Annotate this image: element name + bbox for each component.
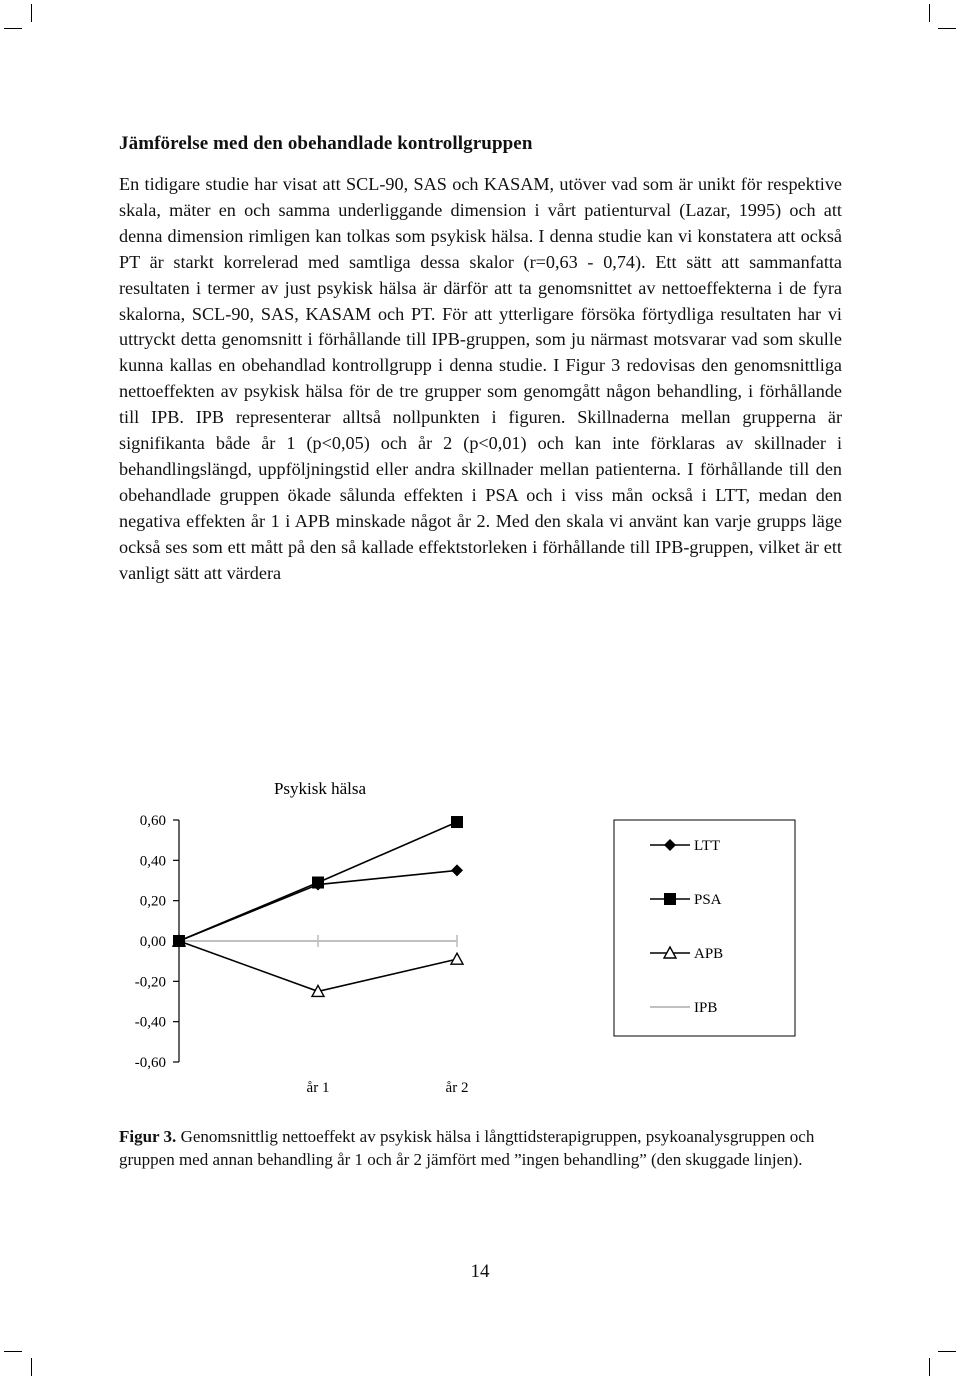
figure-label: Figur 3. (119, 1127, 177, 1146)
page-number: 14 (470, 1261, 490, 1282)
legend-marker-ltt (664, 839, 676, 851)
y-tick-label: -0,60 (134, 1055, 166, 1071)
y-tick-label: 0,20 (139, 893, 166, 910)
x-tick-label: år 2 (445, 1080, 469, 1096)
section-heading: Jämförelse med den obehandlade kontrollgruppen (119, 133, 533, 154)
paragraph-text: En tidigare studie har visat att SCL-90, SAS och KASAM, utöver vad som är unikt för respektive skala, mäter en och samma underliggande dimension i vårt patienturval (Lazar, 1995) och att denna dimension rimligen kan tolkas som psykisk hälsa. I denna studie kan vi konstatera att också PT är starkt korrelerad med samtliga dessa skalor (r=0,63 - 0,74). Ett sätt att sammanfatta resultaten i termer av just psykisk hälsa är därför att ta genomsnittet av nettoeffekterna i de fyra skalorna, SCL-90, SAS, KASAM och PT. För att ytterligare försöka förtydliga resultaten har vi uttryckt detta genomsnitt i förhållande till IPB-gruppen, som ju närmast motsvarar vad som skulle kunna kallas en obehandlad kontrollgrupp i denna studie. I Figur 3 redovisas den genomsnittliga nettoeffekten av psykisk hälsa för de tre grupper som genomgått någon behandling, i förhållande till IPB. IPB representerar alltså nollpunkten i figuren. Skillnaderna mellan grupperna är signifikanta både år 1 (p<0,05) och år 2 (p<0,01) och kan inte förklaras av skillnader i behandlingslängd, uppföljningstid eller andra skillnader mellan patienterna. I förhållande till den obehandlade gruppen ökade sålunda effekten i PSA och i viss mån också i LTT, medan den negativa effekten år 1 i APB minskade något år 2. Med den skala vi använt kan varje grupps läge också ses som ett mått på den så kallade effektstorleken i förhållande till IPB-gruppen, vilket är ett vanligt sätt att värdera (119, 174, 842, 583)
legend-label-psa: PSA (694, 892, 722, 908)
legend-label-ipb: IPB (694, 1000, 718, 1016)
figure-caption-text: Genomsnittlig nettoeffekt av psykisk hälsa i långttidsterapigruppen, psykoanalysgruppen och gruppen med annan behandling år 1 och år 2 jämfört med ”ingen behandling” (den skuggade linjen). (119, 1127, 815, 1169)
crop-mark-top-left-v (31, 4, 32, 22)
series-line-apb (179, 941, 457, 991)
figure-caption (119, 1125, 859, 1171)
data-point-psa (451, 816, 463, 828)
y-tick-label: 0,60 (139, 813, 166, 829)
legend-marker-psa (664, 893, 676, 905)
crop-mark-top-left-h (4, 28, 22, 29)
data-point-ltt (451, 864, 463, 876)
x-tick-label: år 1 (306, 1080, 330, 1096)
crop-mark-bottom-left-h (4, 1351, 22, 1352)
crop-mark-top-right-h (938, 28, 956, 29)
y-tick-label: 0,00 (139, 934, 166, 950)
body-paragraph (119, 172, 842, 587)
crop-mark-top-right-v (929, 4, 930, 22)
y-tick-label: -0,40 (134, 1014, 166, 1031)
y-tick-label: -0,20 (134, 974, 166, 991)
crop-mark-bottom-right-v (929, 1358, 930, 1376)
legend-label-apb: APB (694, 946, 724, 962)
crop-mark-bottom-left-v (31, 1358, 32, 1376)
psykisk-halsa-chart (0, 760, 960, 1105)
legend-label-ltt: LTT (694, 838, 721, 854)
crop-mark-bottom-right-h (938, 1351, 956, 1352)
data-point-apb (451, 953, 463, 964)
chart-title: Psykisk hälsa (273, 779, 367, 798)
y-tick-label: 0,40 (139, 853, 166, 870)
